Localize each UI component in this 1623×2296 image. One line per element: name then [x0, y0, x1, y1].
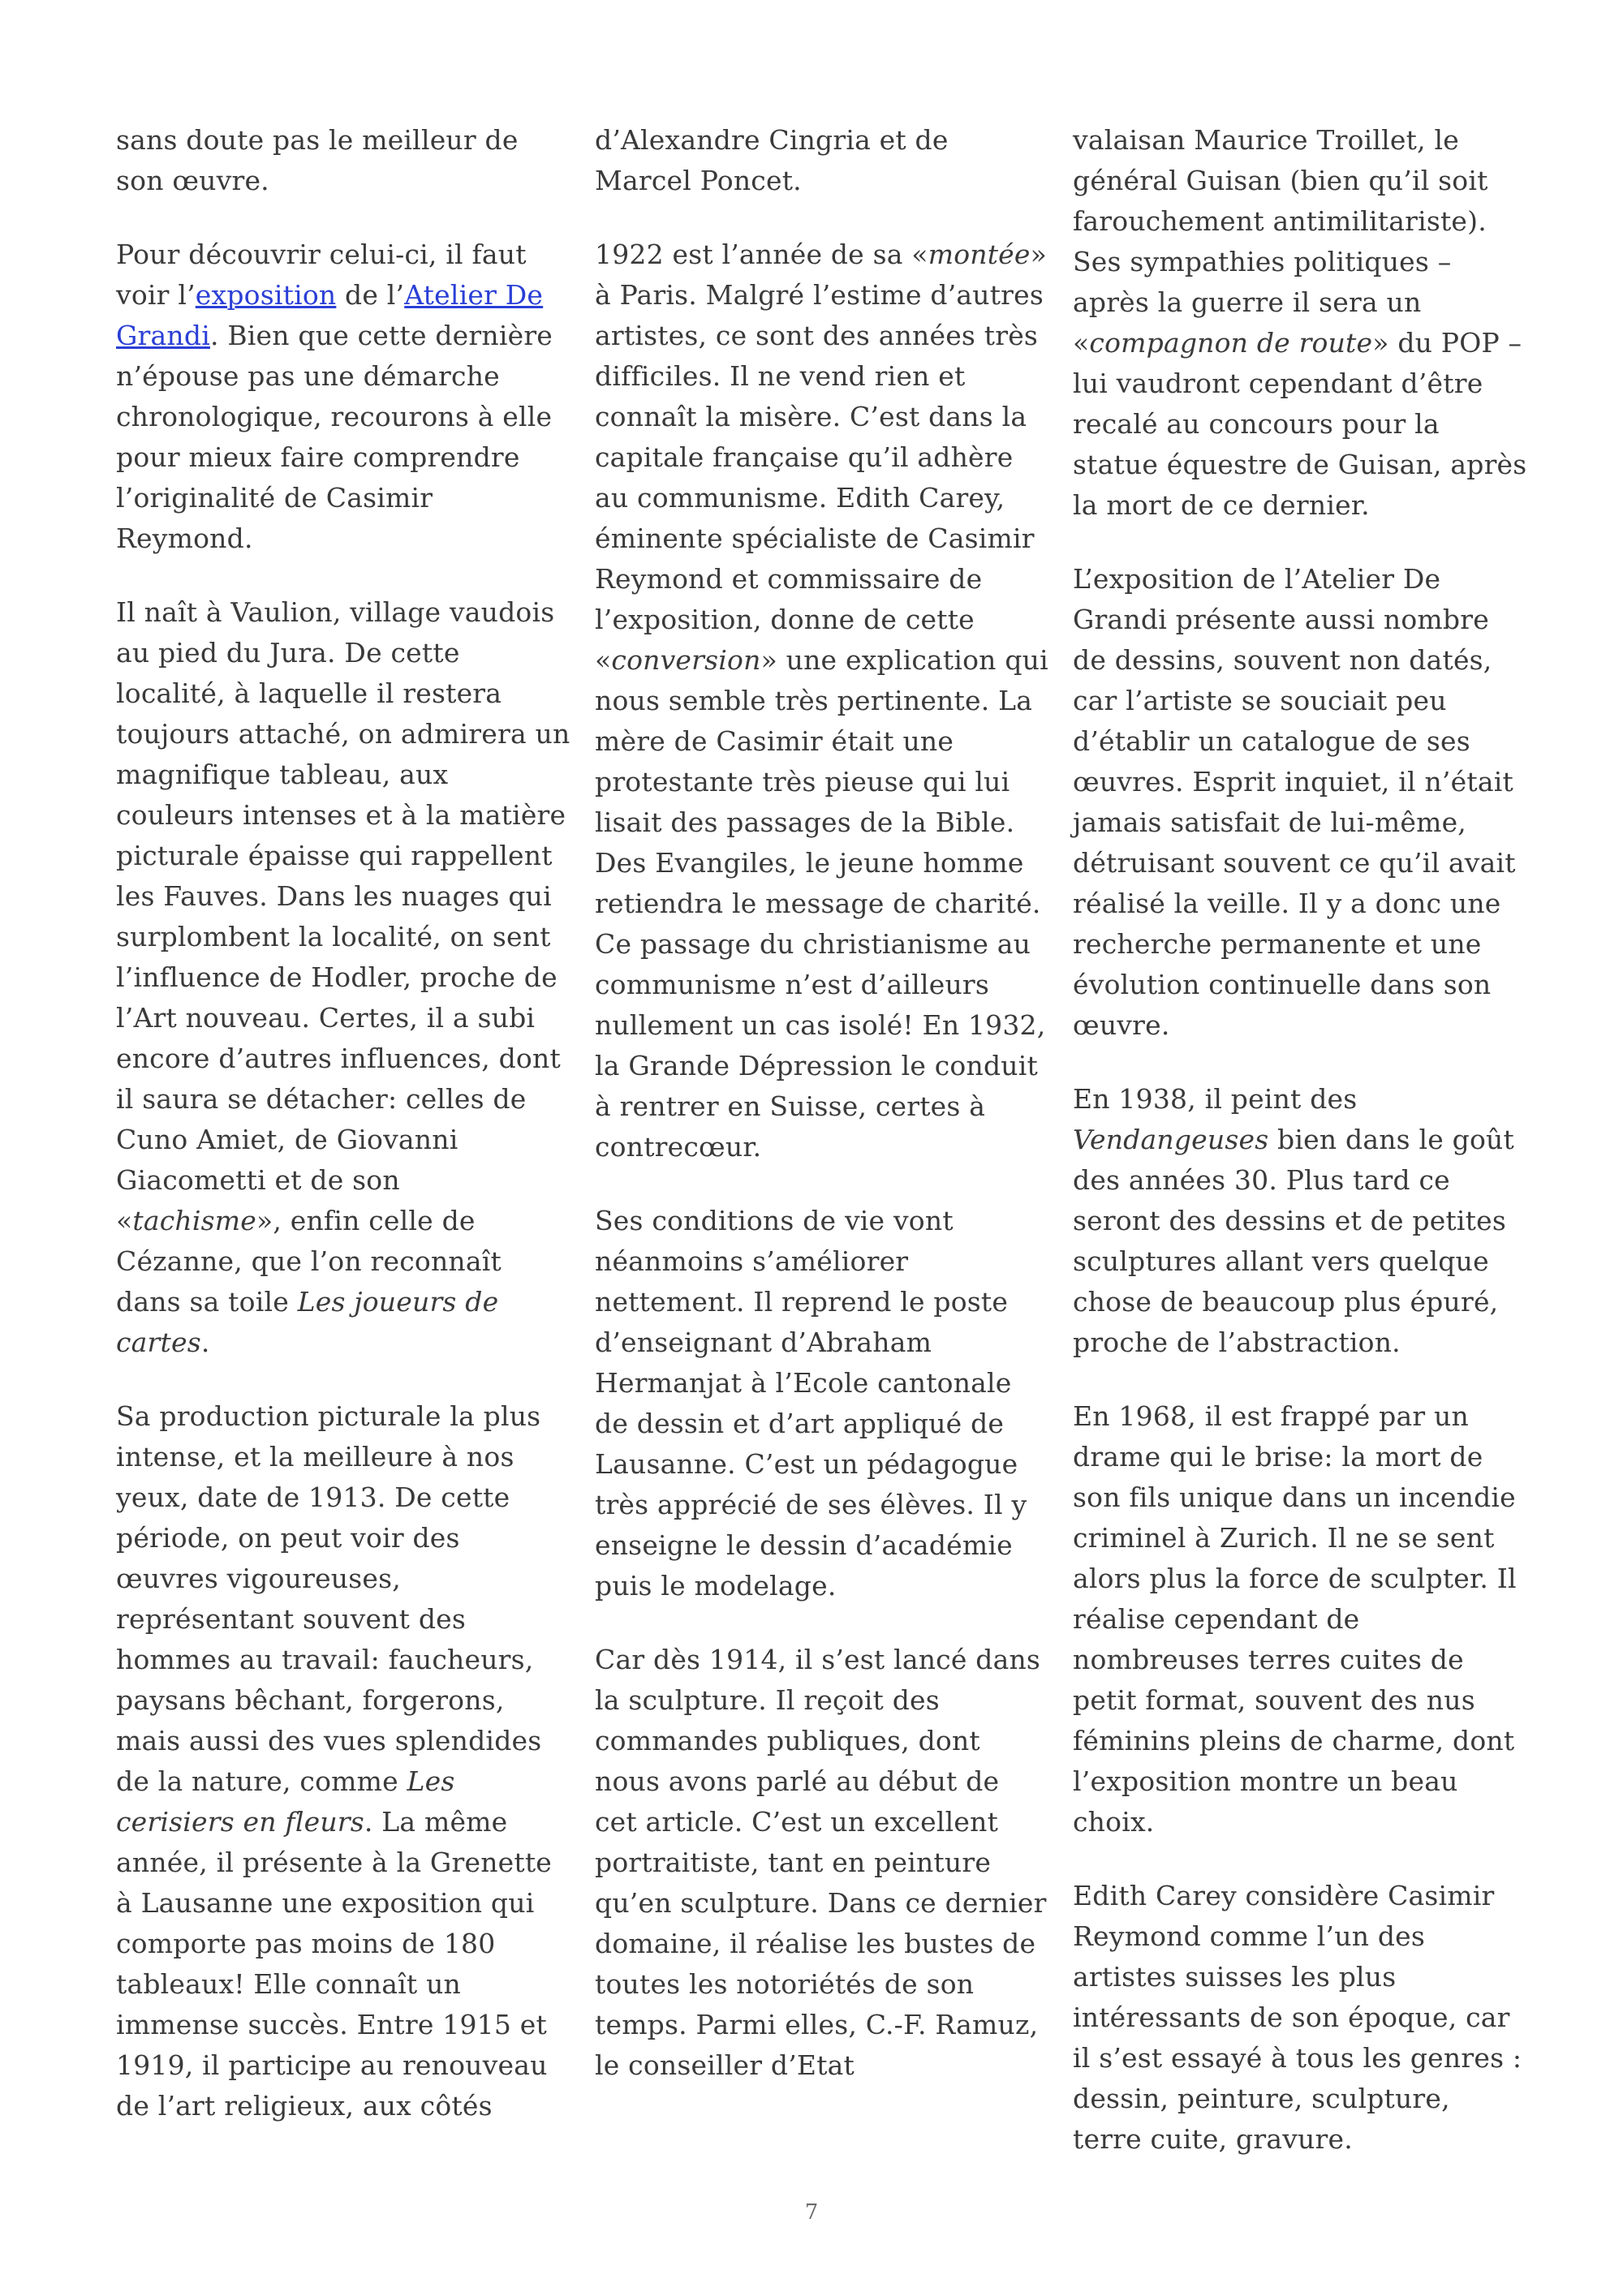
italic-text: conversion — [611, 644, 761, 676]
atelier-de-grandi-link[interactable]: Atelier De Grandi — [116, 279, 544, 351]
paragraph: d’Alexandre Cingria et de Marcel Poncet. — [595, 124, 949, 196]
paragraph: Edith Carey considère Casimir Reymond comme l’un des artistes suisses les plus intéressants de son époque, car il s’est essayé à tous les genres : dessin, peinture, sculpture, terre cuite, gravure. — [1073, 1880, 1522, 2155]
paragraph: sans doute pas le meilleur de son œuvre. — [116, 124, 519, 196]
paragraph: L’exposition de l’Atelier De Grandi présente aussi nombre de dessins, souvent non datés, car l’artiste se souciait peu d’établir un catalogue de ses œuvres. Esprit inquiet, il n’était jamais satisfait de lui-même, détruisant souvent ce qu’il avait réalisé la veille. Il y a donc une recherche permanente et une évolution continuelle dans son œuvre. — [1073, 563, 1516, 1041]
paragraph: valaisan Maurice Troillet, le général Guisan (bien qu’il soit farouchement antimilitariste). Ses sympathies politiques – après la guerre il sera un «compagnon de route» du POP – lui vaudront cependant d’être recalé au concours pour la statue équestre de Guisan, après la mort de ce dernier. — [1073, 124, 1527, 521]
text-column-1 — [116, 120, 570, 2160]
artwork-title: Les cerisiers en fleurs — [116, 1765, 455, 1838]
page-number: 7 — [804, 2200, 819, 2225]
paragraph: Ses conditions de vie vont néanmoins s’améliorer nettement. Il reprend le poste d’enseignant d’Abraham Hermanjat à l’Ecole cantonale de dessin et d’art appliqué de Lausanne. C’est un pédagogue très apprécié de ses élèves. Il y enseigne le dessin d’académie puis le modelage. — [595, 1205, 1027, 1602]
paragraph: Il naît à Vaulion, village vaudois au pied du Jura. De cette localité, à laquelle il restera toujours attaché, on admirera un magnifique tableau, aux couleurs intenses et à la matière picturale épaisse qui rappellent les Fauves. Dans les nuages qui surplombent la localité, on sent l’influence de Hodler, proche de l’Art nouveau. Certes, il a subi encore d’autres influences, dont il saura se détacher: celles de Cuno Amiet, de Giovanni Giacometti et de son «tachisme», enfin celle de Cézanne, que l’on reconnaît dans sa toile Les joueurs de cartes. — [116, 596, 570, 1358]
artwork-title: Vendangeuses — [1073, 1124, 1269, 1155]
artwork-title: Les joueurs de cartes — [116, 1286, 499, 1358]
paragraph: 1922 est l’année de sa «montée» à Paris. Malgré l’estime d’autres artistes, ce sont des années très difficiles. Il ne vend rien et connaît la misère. C’est dans la capitale française qu’il adhère au communisme. Edith Carey, éminente spécialiste de Casimir Reymond et commissaire de l’exposition, donne de cette «conversion» une explication qui nous semble très pertinente. La mère de Casimir était une protestante très pieuse qui lui lisait des passages de la Bible. Des Evangiles, le jeune homme retiendra le message de charité. Ce passage du christianisme au communisme n’est d’ailleurs nullement un cas isolé! En 1932, la Grande Dépression le conduit à rentrer en Suisse, certes à contrecœur. — [595, 239, 1048, 1163]
italic-text: montée — [928, 239, 1031, 270]
paragraph: En 1938, il peint des Vendangeuses bien dans le goût des années 30. Plus tard ce seront des dessins et de petites sculptures allant vers quelque chose de beaucoup plus épuré, proche de l’abstraction. — [1073, 1083, 1514, 1358]
text-column-3 — [1073, 120, 1527, 2193]
text-column-2 — [595, 120, 1049, 2119]
italic-text: compagnon de route — [1089, 327, 1373, 359]
italic-text: tachisme — [132, 1205, 256, 1236]
paragraph: Car dès 1914, il s’est lancé dans la sculpture. Il reçoit des commandes publiques, dont nous avons parlé au début de cet article. C’est un excellent portraitiste, tant en peinture qu’en sculpture. Dans ce dernier domaine, il réalise les bustes de toutes les notoriétés de son temps. Parmi elles, C.-F. Ramuz, le conseiller d’Etat — [595, 1644, 1047, 2081]
paragraph: En 1968, il est frappé par un drame qui le brise: la mort de son fils unique dans un incendie criminel à Zurich. Il ne se sent alors plus la force de sculpter. Il réalise cependant de nombreuses terres cuites de petit format, souvent des nus féminins pleins de charme, dont l’exposition montre un beau choix. — [1073, 1400, 1517, 1838]
paragraph: Pour découvrir celui-ci, il faut voir l’exposition de l’Atelier De Grandi. Bien que cette dernière n’épouse pas une démarche chronologique, recourons à elle pour mieux faire comprendre l’originalité de Casimir Reymond. — [116, 239, 553, 554]
exposition-link[interactable]: exposition — [195, 279, 337, 311]
paragraph: Sa production picturale la plus intense, et la meilleure à nos yeux, date de 1913. De cette période, on peut voir des œuvres vigoureuses, représentant souvent des hommes au travail: faucheurs, paysans bêchant, forgerons, mais aussi des vues splendides de la nature, comme Les cerisiers en fleurs. La même année, il présente à la Grenette à Lausanne une exposition qui comporte pas moins de 180 tableaux! Elle connaît un immense succès. Entre 1915 et 1919, il participe au renouveau de l’art religieux, aux côtés — [116, 1400, 553, 2122]
